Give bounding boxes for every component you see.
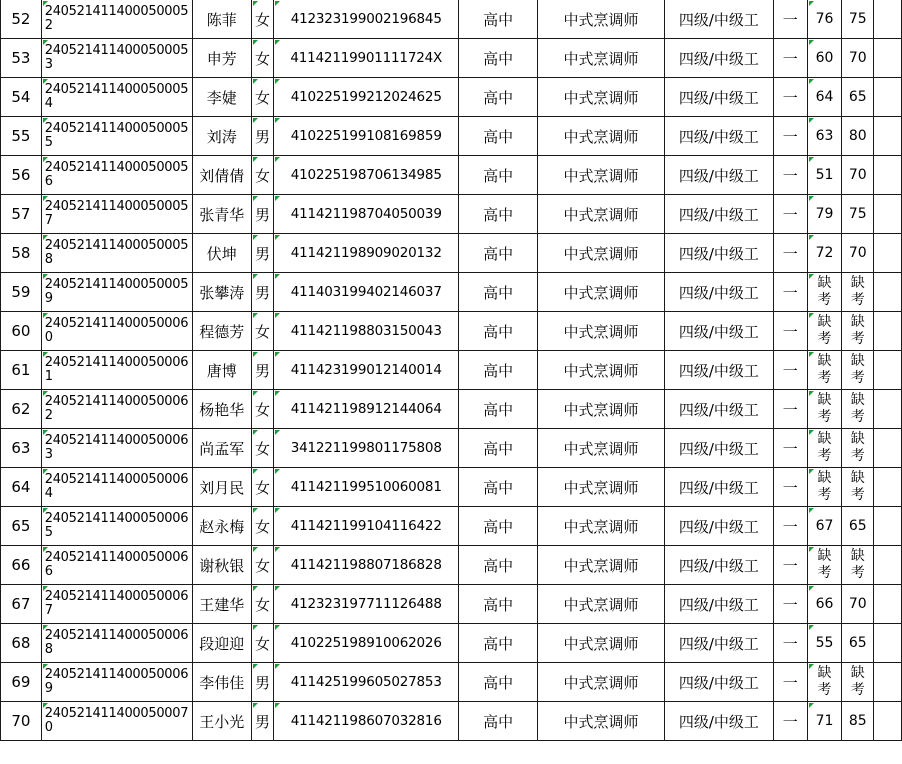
cell-id-card[interactable]: 411421199510060081 [274, 468, 459, 507]
score-char: 考 [850, 682, 865, 698]
cell-education[interactable]: 高中 [459, 273, 538, 312]
cell-score-practical[interactable] [842, 546, 874, 585]
cell-row-number[interactable]: 60 [1, 312, 42, 351]
cell-score-theory[interactable]: 64 [807, 78, 842, 117]
cell-gender[interactable]: 女 [251, 585, 274, 624]
cell-score-theory[interactable] [807, 273, 842, 312]
table-row [1, 702, 902, 741]
cell-mark[interactable]: 一 [773, 312, 807, 351]
cell-gender[interactable]: 女 [251, 78, 274, 117]
score-char: 缺 [817, 314, 832, 330]
cell-row-number[interactable]: 63 [1, 429, 42, 468]
table-row [1, 273, 902, 312]
cell-gender[interactable]: 女 [251, 0, 274, 39]
cell-name[interactable]: 陈菲 [193, 0, 251, 39]
cell-exam-id[interactable]: 240521411400050006 4 [41, 468, 192, 507]
score-char: 考 [850, 409, 865, 425]
cell-level[interactable]: 四级/中级工 [664, 429, 773, 468]
cell-row-number[interactable]: 54 [1, 78, 42, 117]
score-char: 缺 [850, 470, 865, 486]
cell-trade[interactable]: 中式烹调师 [538, 117, 665, 156]
score-char: 考 [817, 370, 832, 386]
cell-empty[interactable] [874, 429, 902, 468]
cell-mark[interactable]: 一 [773, 663, 807, 702]
cell-mark[interactable]: 一 [773, 585, 807, 624]
score-char: 考 [850, 331, 865, 347]
cell-score-theory[interactable] [807, 351, 842, 390]
cell-empty[interactable] [874, 507, 902, 546]
cell-row-number[interactable]: 57 [1, 195, 42, 234]
cell-score-theory[interactable] [807, 312, 842, 351]
cell-score-theory[interactable] [807, 390, 842, 429]
cell-exam-id[interactable]: 240521411400050005 2 [41, 0, 192, 39]
score-char: 缺 [850, 548, 865, 564]
cell-level[interactable]: 四级/中级工 [664, 234, 773, 273]
cell-gender[interactable]: 女 [251, 468, 274, 507]
cell-mark[interactable]: 一 [773, 702, 807, 741]
cell-exam-id[interactable]: 240521411400050006 2 [41, 390, 192, 429]
cell-gender[interactable]: 男 [251, 195, 274, 234]
cell-level[interactable]: 四级/中级工 [664, 663, 773, 702]
cell-mark[interactable]: 一 [773, 390, 807, 429]
table-row [1, 468, 902, 507]
cell-score-practical[interactable]: 70 [842, 585, 874, 624]
cell-name[interactable]: 王小光 [193, 702, 251, 741]
cell-exam-id[interactable]: 240521411400050006 6 [41, 546, 192, 585]
cell-row-number[interactable]: 70 [1, 702, 42, 741]
cell-row-number[interactable]: 59 [1, 273, 42, 312]
cell-gender[interactable]: 女 [251, 39, 274, 78]
score-char: 考 [817, 448, 832, 464]
score-char: 缺 [817, 548, 832, 564]
cell-score-practical[interactable] [842, 468, 874, 507]
cell-exam-id[interactable]: 240521411400050005 8 [41, 234, 192, 273]
table-row [1, 351, 902, 390]
cell-score-theory[interactable]: 55 [807, 624, 842, 663]
cell-empty[interactable] [874, 156, 902, 195]
cell-empty[interactable] [874, 663, 902, 702]
table-row [1, 624, 902, 663]
cell-score-practical[interactable]: 70 [842, 156, 874, 195]
cell-mark[interactable]: 一 [773, 156, 807, 195]
cell-trade[interactable]: 中式烹调师 [538, 234, 665, 273]
score-char: 缺 [850, 431, 865, 447]
cell-empty[interactable] [874, 351, 902, 390]
cell-trade[interactable]: 中式烹调师 [538, 702, 665, 741]
cell-trade[interactable]: 中式烹调师 [538, 273, 665, 312]
score-char: 考 [850, 565, 865, 581]
cell-row-number[interactable]: 55 [1, 117, 42, 156]
score-char: 考 [850, 292, 865, 308]
cell-score-theory[interactable]: 63 [807, 117, 842, 156]
cell-name[interactable]: 唐博 [193, 351, 251, 390]
cell-name[interactable]: 段迎迎 [193, 624, 251, 663]
table-row [1, 39, 902, 78]
cell-mark[interactable]: 一 [773, 273, 807, 312]
cell-trade[interactable]: 中式烹调师 [538, 0, 665, 39]
cell-education[interactable]: 高中 [459, 624, 538, 663]
cell-level[interactable]: 四级/中级工 [664, 468, 773, 507]
cell-score-practical[interactable] [842, 312, 874, 351]
table-row [1, 663, 902, 702]
cell-id-card[interactable]: 341221199801175808 [274, 429, 459, 468]
cell-gender[interactable]: 男 [251, 663, 274, 702]
cell-row-number[interactable]: 52 [1, 0, 42, 39]
cell-level[interactable]: 四级/中级工 [664, 351, 773, 390]
cell-gender[interactable]: 男 [251, 234, 274, 273]
cell-gender[interactable]: 男 [251, 702, 274, 741]
cell-empty[interactable] [874, 312, 902, 351]
cell-mark[interactable]: 一 [773, 117, 807, 156]
cell-score-theory[interactable] [807, 663, 842, 702]
cell-id-card[interactable]: 410225198706134985 [274, 156, 459, 195]
cell-empty[interactable] [874, 39, 902, 78]
table-row [1, 429, 902, 468]
cell-trade[interactable]: 中式烹调师 [538, 195, 665, 234]
cell-education[interactable]: 高中 [459, 702, 538, 741]
table-row [1, 390, 902, 429]
cell-mark[interactable]: 一 [773, 234, 807, 273]
cell-score-theory[interactable] [807, 429, 842, 468]
cell-score-theory[interactable]: 67 [807, 507, 842, 546]
cell-mark[interactable]: 一 [773, 78, 807, 117]
cell-row-number[interactable]: 56 [1, 156, 42, 195]
cell-mark[interactable]: 一 [773, 0, 807, 39]
cell-id-card[interactable]: 411421198807186828 [274, 546, 459, 585]
cell-education[interactable]: 高中 [459, 0, 538, 39]
cell-score-practical[interactable] [842, 429, 874, 468]
cell-gender[interactable]: 女 [251, 156, 274, 195]
cell-level[interactable]: 四级/中级工 [664, 546, 773, 585]
cell-score-practical[interactable]: 70 [842, 234, 874, 273]
cell-exam-id[interactable]: 240521411400050005 3 [41, 39, 192, 78]
cell-education[interactable]: 高中 [459, 546, 538, 585]
cell-name[interactable]: 王建华 [193, 585, 251, 624]
table-row [1, 78, 902, 117]
cell-score-practical[interactable]: 70 [842, 39, 874, 78]
cell-score-practical[interactable]: 75 [842, 0, 874, 39]
cell-education[interactable]: 高中 [459, 78, 538, 117]
cell-score-practical[interactable] [842, 273, 874, 312]
cell-level[interactable]: 四级/中级工 [664, 273, 773, 312]
cell-gender[interactable]: 女 [251, 390, 274, 429]
cell-name[interactable]: 赵永梅 [193, 507, 251, 546]
cell-level[interactable]: 四级/中级工 [664, 702, 773, 741]
cell-id-card[interactable]: 411423199012140014 [274, 351, 459, 390]
cell-level[interactable]: 四级/中级工 [664, 624, 773, 663]
table-row [1, 195, 902, 234]
cell-id-card[interactable]: 411421198607032816 [274, 702, 459, 741]
cell-gender[interactable]: 男 [251, 117, 274, 156]
cell-trade[interactable]: 中式烹调师 [538, 663, 665, 702]
cell-exam-id[interactable]: 240521411400050006 8 [41, 624, 192, 663]
cell-education[interactable]: 高中 [459, 117, 538, 156]
cell-level[interactable]: 四级/中级工 [664, 39, 773, 78]
cell-id-card[interactable]: 411421198704050039 [274, 195, 459, 234]
cell-empty[interactable] [874, 273, 902, 312]
cell-trade[interactable]: 中式烹调师 [538, 39, 665, 78]
table-row [1, 312, 902, 351]
cell-name[interactable]: 刘月民 [193, 468, 251, 507]
score-char: 缺 [850, 314, 865, 330]
cell-row-number[interactable]: 67 [1, 585, 42, 624]
cell-empty[interactable] [874, 117, 902, 156]
cell-name[interactable]: 李婕 [193, 78, 251, 117]
cell-row-number[interactable]: 66 [1, 546, 42, 585]
cell-exam-id[interactable]: 240521411400050005 6 [41, 156, 192, 195]
cell-score-practical[interactable]: 75 [842, 195, 874, 234]
cell-level[interactable]: 四级/中级工 [664, 195, 773, 234]
cell-education[interactable]: 高中 [459, 351, 538, 390]
cell-id-card[interactable]: 410225199212024625 [274, 78, 459, 117]
cell-education[interactable]: 高中 [459, 663, 538, 702]
cell-id-card[interactable]: 411421198912144064 [274, 390, 459, 429]
table-row [1, 507, 902, 546]
cell-name[interactable]: 谢秋银 [193, 546, 251, 585]
cell-gender[interactable]: 女 [251, 507, 274, 546]
cell-mark[interactable]: 一 [773, 195, 807, 234]
score-char: 缺 [817, 392, 832, 408]
score-char: 缺 [850, 392, 865, 408]
cell-score-theory[interactable]: 76 [807, 0, 842, 39]
cell-gender[interactable]: 女 [251, 429, 274, 468]
cell-trade[interactable]: 中式烹调师 [538, 624, 665, 663]
table-row [1, 234, 902, 273]
score-char: 考 [850, 448, 865, 464]
cell-level[interactable]: 四级/中级工 [664, 507, 773, 546]
score-char: 考 [817, 682, 832, 698]
cell-score-theory[interactable]: 71 [807, 702, 842, 741]
cell-score-practical[interactable]: 65 [842, 78, 874, 117]
cell-score-theory[interactable]: 60 [807, 39, 842, 78]
table-row [1, 156, 902, 195]
cell-mark[interactable]: 一 [773, 351, 807, 390]
table-row [1, 117, 902, 156]
cell-empty[interactable] [874, 78, 902, 117]
cell-trade[interactable]: 中式烹调师 [538, 546, 665, 585]
cell-row-number[interactable]: 53 [1, 39, 42, 78]
cell-level[interactable]: 四级/中级工 [664, 585, 773, 624]
cell-education[interactable]: 高中 [459, 585, 538, 624]
cell-name[interactable]: 张青华 [193, 195, 251, 234]
cell-education[interactable]: 高中 [459, 39, 538, 78]
cell-exam-id[interactable]: 240521411400050005 5 [41, 117, 192, 156]
cell-row-number[interactable]: 68 [1, 624, 42, 663]
cell-gender[interactable]: 男 [251, 273, 274, 312]
cell-trade[interactable]: 中式烹调师 [538, 78, 665, 117]
cell-empty[interactable] [874, 546, 902, 585]
cell-row-number[interactable]: 58 [1, 234, 42, 273]
cell-empty[interactable] [874, 702, 902, 741]
cell-id-card[interactable]: 410225198910062026 [274, 624, 459, 663]
cell-level[interactable]: 四级/中级工 [664, 390, 773, 429]
cell-exam-id[interactable]: 240521411400050006 3 [41, 429, 192, 468]
cell-id-card[interactable]: 411421198909020132 [274, 234, 459, 273]
cell-education[interactable]: 高中 [459, 195, 538, 234]
cell-exam-id[interactable]: 240521411400050006 5 [41, 507, 192, 546]
cell-name[interactable]: 杨艳华 [193, 390, 251, 429]
score-char: 缺 [850, 275, 865, 291]
cell-education[interactable]: 高中 [459, 312, 538, 351]
cell-score-practical[interactable]: 80 [842, 117, 874, 156]
cell-id-card[interactable]: 410225199108169859 [274, 117, 459, 156]
cell-id-card[interactable]: 412323199002196845 [274, 0, 459, 39]
cell-score-theory[interactable]: 66 [807, 585, 842, 624]
cell-row-number[interactable]: 61 [1, 351, 42, 390]
cell-exam-id[interactable]: 240521411400050007 0 [41, 702, 192, 741]
cell-row-number[interactable]: 62 [1, 390, 42, 429]
cell-name[interactable]: 刘涛 [193, 117, 251, 156]
cell-name[interactable]: 伏坤 [193, 234, 251, 273]
cell-name[interactable]: 程德芳 [193, 312, 251, 351]
cell-education[interactable]: 高中 [459, 468, 538, 507]
cell-id-card[interactable]: 41142119901111724X [274, 39, 459, 78]
cell-mark[interactable]: 一 [773, 429, 807, 468]
cell-score-practical[interactable]: 65 [842, 624, 874, 663]
cell-exam-id[interactable]: 240521411400050006 9 [41, 663, 192, 702]
cell-empty[interactable] [874, 624, 902, 663]
table-row [1, 546, 902, 585]
score-char: 缺 [817, 275, 832, 291]
cell-trade[interactable]: 中式烹调师 [538, 429, 665, 468]
cell-trade[interactable]: 中式烹调师 [538, 390, 665, 429]
cell-empty[interactable] [874, 234, 902, 273]
cell-education[interactable]: 高中 [459, 234, 538, 273]
cell-name[interactable]: 申芳 [193, 39, 251, 78]
cell-education[interactable]: 高中 [459, 156, 538, 195]
cell-level[interactable]: 四级/中级工 [664, 156, 773, 195]
cell-empty[interactable] [874, 585, 902, 624]
cell-score-theory[interactable]: 51 [807, 156, 842, 195]
score-char: 考 [817, 331, 832, 347]
cell-gender[interactable]: 男 [251, 351, 274, 390]
score-char: 缺 [817, 470, 832, 486]
cell-trade[interactable]: 中式烹调师 [538, 585, 665, 624]
cell-name[interactable]: 张攀涛 [193, 273, 251, 312]
cell-id-card[interactable]: 411421198803150043 [274, 312, 459, 351]
cell-mark[interactable]: 一 [773, 546, 807, 585]
cell-exam-id[interactable]: 240521411400050006 7 [41, 585, 192, 624]
cell-id-card[interactable]: 411425199605027853 [274, 663, 459, 702]
cell-mark[interactable]: 一 [773, 39, 807, 78]
table-body [1, 0, 902, 741]
cell-score-practical[interactable] [842, 663, 874, 702]
cell-level[interactable]: 四级/中级工 [664, 78, 773, 117]
score-char: 缺 [850, 353, 865, 369]
cell-score-theory[interactable] [807, 468, 842, 507]
cell-trade[interactable]: 中式烹调师 [538, 312, 665, 351]
table-row [1, 0, 902, 39]
score-char: 考 [817, 409, 832, 425]
cell-exam-id[interactable]: 240521411400050005 7 [41, 195, 192, 234]
score-char: 缺 [817, 665, 832, 681]
cell-trade[interactable]: 中式烹调师 [538, 156, 665, 195]
cell-exam-id[interactable]: 240521411400050006 1 [41, 351, 192, 390]
cell-education[interactable]: 高中 [459, 429, 538, 468]
cell-score-theory[interactable]: 79 [807, 195, 842, 234]
cell-empty[interactable] [874, 195, 902, 234]
cell-mark[interactable]: 一 [773, 624, 807, 663]
cell-level[interactable]: 四级/中级工 [664, 0, 773, 39]
cell-gender[interactable]: 女 [251, 624, 274, 663]
cell-exam-id[interactable]: 240521411400050005 4 [41, 78, 192, 117]
cell-row-number[interactable]: 64 [1, 468, 42, 507]
score-char: 考 [850, 370, 865, 386]
cell-gender[interactable]: 女 [251, 312, 274, 351]
score-char: 考 [850, 487, 865, 503]
cell-level[interactable]: 四级/中级工 [664, 312, 773, 351]
cell-score-practical[interactable]: 85 [842, 702, 874, 741]
cell-education[interactable]: 高中 [459, 390, 538, 429]
cell-level[interactable]: 四级/中级工 [664, 117, 773, 156]
cell-empty[interactable] [874, 468, 902, 507]
cell-row-number[interactable]: 69 [1, 663, 42, 702]
score-char: 缺 [850, 665, 865, 681]
cell-row-number[interactable]: 65 [1, 507, 42, 546]
score-char: 缺 [817, 353, 832, 369]
cell-exam-id[interactable]: 240521411400050005 9 [41, 273, 192, 312]
cell-trade[interactable]: 中式烹调师 [538, 507, 665, 546]
cell-id-card[interactable]: 412323197711126488 [274, 585, 459, 624]
cell-mark[interactable]: 一 [773, 507, 807, 546]
cell-name[interactable]: 李伟佳 [193, 663, 251, 702]
cell-score-theory[interactable] [807, 546, 842, 585]
cell-score-practical[interactable]: 65 [842, 507, 874, 546]
cell-score-practical[interactable] [842, 351, 874, 390]
cell-gender[interactable]: 女 [251, 546, 274, 585]
cell-mark[interactable]: 一 [773, 468, 807, 507]
cell-id-card[interactable]: 411403199402146037 [274, 273, 459, 312]
score-char: 考 [817, 487, 832, 503]
cell-trade[interactable]: 中式烹调师 [538, 351, 665, 390]
cell-score-theory[interactable]: 72 [807, 234, 842, 273]
cell-trade[interactable]: 中式烹调师 [538, 468, 665, 507]
cell-empty[interactable] [874, 390, 902, 429]
score-char: 考 [817, 565, 832, 581]
cell-id-card[interactable]: 411421199104116422 [274, 507, 459, 546]
cell-name[interactable]: 尚孟军 [193, 429, 251, 468]
cell-score-practical[interactable] [842, 390, 874, 429]
cell-exam-id[interactable]: 240521411400050006 0 [41, 312, 192, 351]
cell-name[interactable]: 刘倩倩 [193, 156, 251, 195]
cell-empty[interactable] [874, 0, 902, 39]
table-row [1, 585, 902, 624]
score-char: 考 [817, 292, 832, 308]
score-char: 缺 [817, 431, 832, 447]
cell-education[interactable]: 高中 [459, 507, 538, 546]
